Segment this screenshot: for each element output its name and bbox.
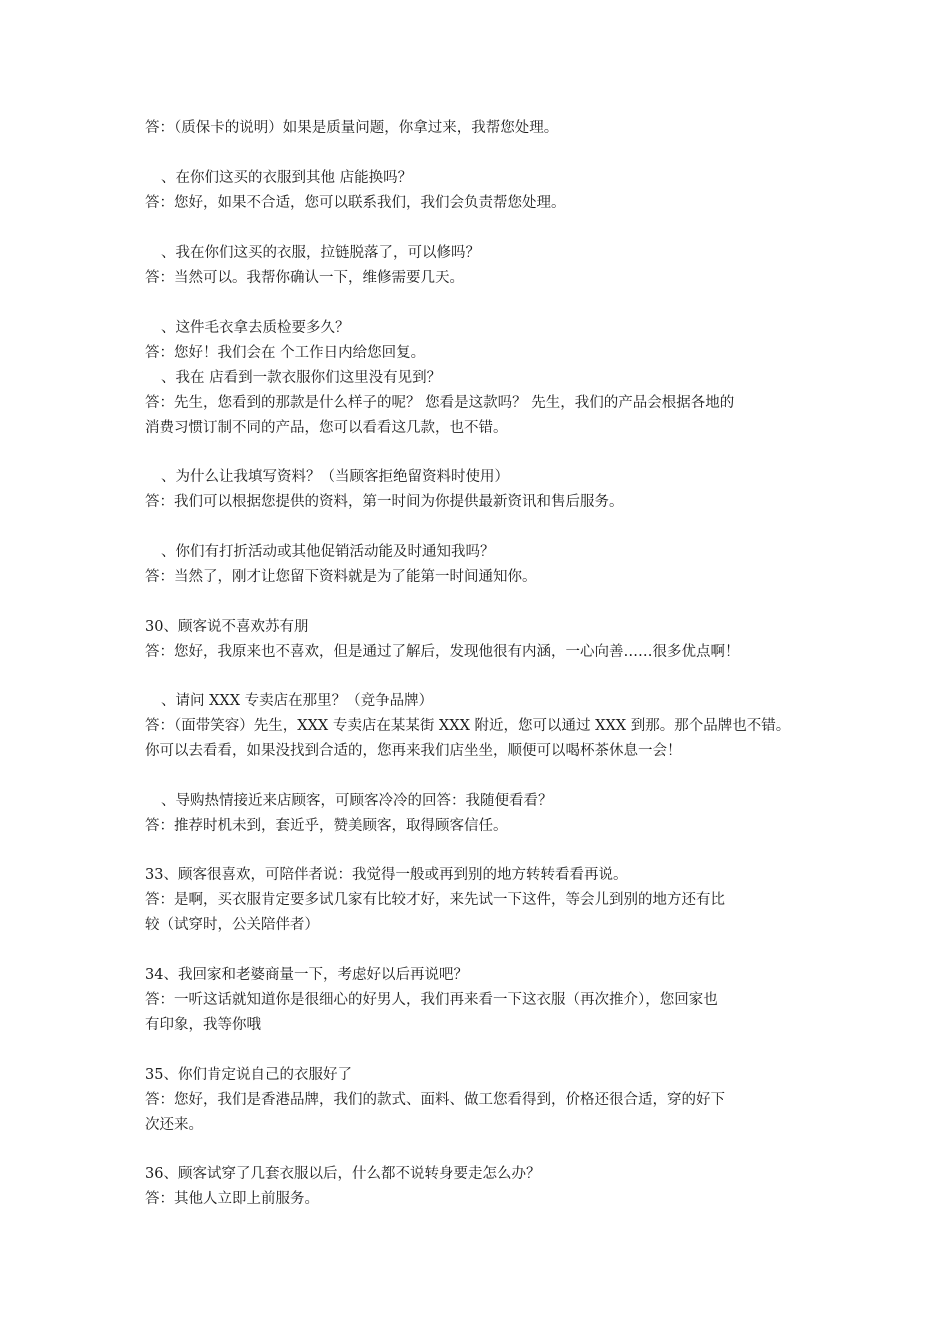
question-line: 30、顾客说不喜欢苏有朋 [145,619,309,635]
question-line: 、我在 店看到一款衣服你们这里没有见到？ [161,370,442,386]
question-line: 、为什么让我填写资料？（当顾客拒绝留资料时使用） [161,469,509,485]
answer-line: 答：您好，如果不合适，您可以联系我们，我们会负责帮您处理。 [145,195,566,211]
question-line: 、你们有打折活动或其他促销活动能及时通知我吗？ [161,544,495,560]
question-line: 、在你们这买的衣服到其他 店能换吗？ [161,170,413,186]
answer-line: 答：您好，我们是香港品牌，我们的款式、面料、做工您看得到，价格还很合适，穿的好下 [145,1092,725,1108]
answer-line: 答：当然了，刚才让您留下资料就是为了能第一时间通知你。 [145,569,537,585]
answer-continuation: 你可以去看看，如果没找到合适的，您再来我们店坐坐，顺便可以喝杯茶休息一会！ [145,743,682,759]
question-line: 、我在你们这买的衣服，拉链脱落了，可以修吗？ [161,245,480,261]
question-line: 、这件毛衣拿去质检要多久？ [161,320,350,336]
question-line: 36、顾客试穿了几套衣服以后，什么都不说转身要走怎么办？ [145,1166,541,1182]
answer-line: 答：是啊，买衣服肯定要多试几家有比较才好，来先试一下这件，等会儿到别的地方还有比 [145,892,725,908]
question-line: 、导购热情接近来店顾客，可顾客冷冷的回答：我随便看看？ [161,793,553,809]
answer-line: 答：（质保卡的说明）如果是质量问题，你拿过来，我帮您处理。 [145,120,559,136]
answer-line: 答：一听这话就知道你是很细心的好男人，我们再来看一下这衣服（再次推介），您回家也 [145,992,718,1008]
answer-line: 答：我们可以根据您提供的资料，第一时间为你提供最新资讯和售后服务。 [145,494,624,510]
answer-continuation: 次还来。 [145,1117,203,1133]
answer-continuation: 有印象，我等你哦 [145,1017,261,1033]
answer-line: 答：先生，您看到的那款是什么样子的呢？ 您看是这款吗？ 先生，我们的产品会根据各地的 [145,395,735,411]
question-line: 35、你们肯定说自己的衣服好了 [145,1067,352,1083]
question-line: 、请问 XXX 专卖店在那里？（竞争品牌） [161,693,434,709]
answer-line: 答：您好，我原来也不喜欢，但是通过了解后，发现他很有内涵，一心向善……很多优点啊！ [145,644,740,660]
answer-line: 答：您好！我们会在 个工作日内给您回复。 [145,345,426,361]
answer-line: 答：其他人立即上前服务。 [145,1191,319,1207]
answer-continuation: 消费习惯订制不同的产品，您可以看看这几款，也不错。 [145,420,508,436]
answer-line: 答：推荐时机未到，套近乎，赞美顾客，取得顾客信任。 [145,818,508,834]
answer-line: 答：（面带笑容）先生，XXX 专卖店在某某街 XXX 附近，您可以通过 XXX 到那。那个品牌也不错。 [145,718,791,734]
answer-line: 答：当然可以。我帮你确认一下，维修需要几天。 [145,270,464,286]
question-line: 34、我回家和老婆商量一下，考虑好以后再说吧？ [145,967,468,983]
answer-continuation: 较（试穿时，公关陪伴者） [145,917,319,933]
question-line: 33、顾客很喜欢，可陪伴者说：我觉得一般或再到别的地方转转看看再说。 [145,867,628,883]
